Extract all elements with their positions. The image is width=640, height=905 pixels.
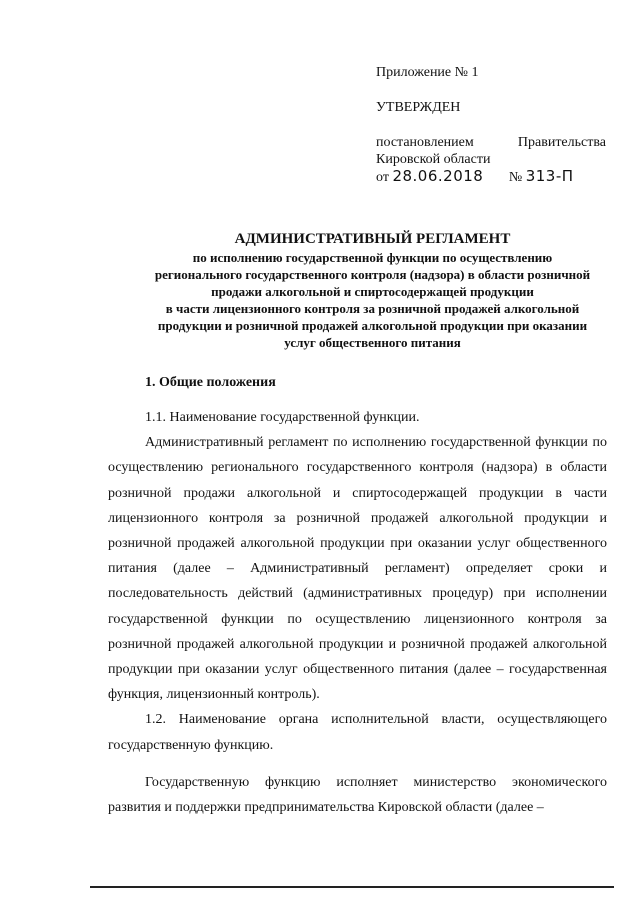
resolution-line [376,134,606,151]
handwritten-number: 313-П [525,167,574,185]
government-word: Правительства [517,135,606,150]
title-line: по исполнению государственной функции по осуществлению [192,250,553,265]
title-line: в части лицензионного контроля за розничной продажей алкогольной [165,301,580,316]
paragraph-regulation: Административный регламент по исполнению государственной функции по осуществлению регионального государственного контроля (надзора) в области розничной продажи алкогольной и спиртосодержащей продукции в части лицензионного контроля за розничной продажей алкогольной продукции и розничной продажей алкогольной продукции при оказании услуг общественного питания (далее – Административный регламент) определяет сроки и последовательность действий (административных процедур) при исполнении государственной функции по осуществлению лицензионного контроля за розничной продажей алкогольной продукции и розничной продажей алкогольной продукции при оказании услуг общественного питания (далее – государственная функция, лицензионный контроль). [108,435,607,703]
handwritten-date: 28.06.2018 [392,167,484,185]
section-heading: 1. Общие положения [145,375,276,390]
title-line: продукции и розничной продажей алкогольной продукции при оказании [157,318,588,333]
paragraph-1-1: 1.1. Наименование государственной функции. [145,410,420,425]
appendix-label: Приложение № 1 [376,65,479,80]
resolution-word: постановлением [376,135,474,150]
date-number-line [376,168,606,186]
document-title [100,229,640,351]
approved-label: УТВЕРЖДЕН [376,100,461,115]
number-sign: № [508,170,523,185]
approval-block [376,64,606,186]
paragraph-executor: Государственную функцию исполняет министерство экономического развития и поддержки предпринимательства Кировской области (далее – [108,774,607,816]
paragraph-1-2: 1.2. Наименование органа исполнительной власти, осуществляющего государственную функцию. [108,712,607,753]
region-name: Кировской области [376,152,491,167]
date-prefix: от [376,170,389,185]
title-main: АДМИНИСТРАТИВНЫЙ РЕГЛАМЕНТ [234,231,511,247]
page-bottom-rule [90,886,614,888]
section-body [108,405,607,820]
title-line: регионального государственного контроля (надзора) в области розничной [154,267,591,282]
title-line: услуг общественного питания [284,335,461,350]
title-line: продажи алкогольной и спиртосодержащей продукции [211,284,534,299]
